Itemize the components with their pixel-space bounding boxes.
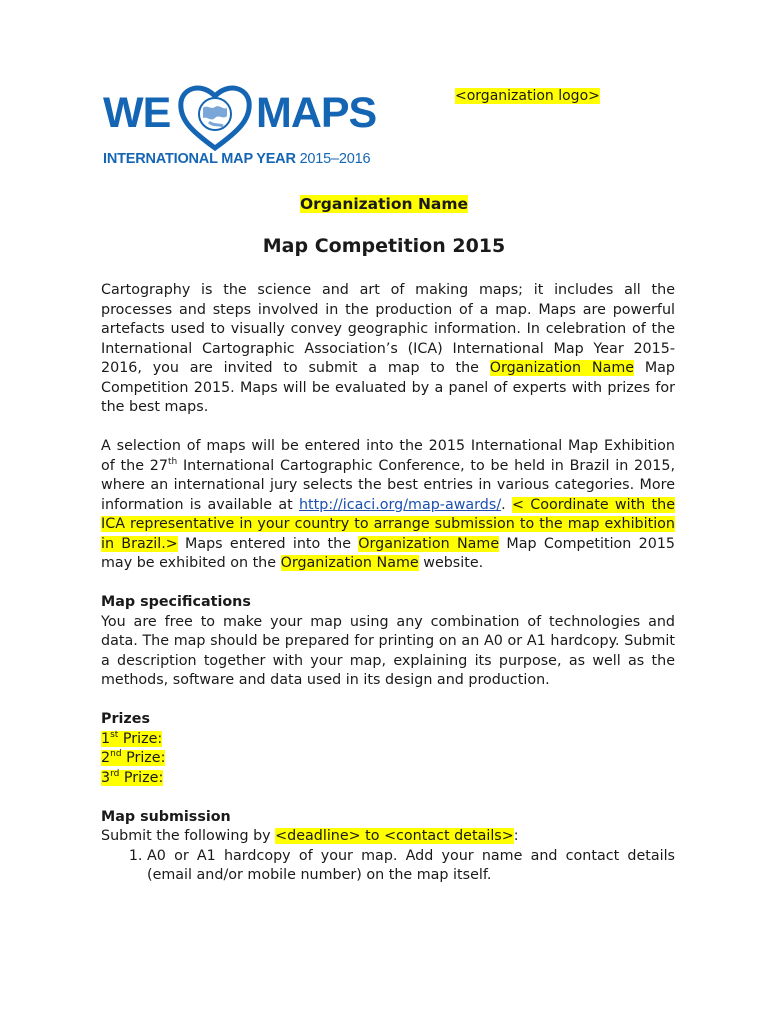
deadline-contact-highlight: <deadline> to <contact details>: [275, 828, 514, 844]
prize-item: 1st Prize:: [101, 729, 163, 747]
logo-subtitle-text: INTERNATIONAL MAP YEAR: [103, 151, 296, 167]
map-specifications-text: You are free to make your map using any combination of technologies and data. The map should be prepared for printing on an A0 or A1 hardcopy. Submit a description together with your map, explaining its purpose, as well as the methods, software and data used in its design and production.: [101, 613, 675, 688]
map-awards-link[interactable]: http://icaci.org/map-awards/: [299, 496, 502, 513]
prize-item: 3rd Prize:: [101, 768, 164, 786]
map-submission-intro: Submit the following by <deadline> to <contact details>:: [101, 828, 519, 844]
logo-subtitle: [103, 151, 370, 167]
org-name-highlight: Organization Name: [489, 360, 635, 376]
submission-list: [101, 847, 675, 886]
prize-item: 2nd Prize:: [101, 749, 166, 766]
logo-subtitle-years: 2015–2016: [299, 151, 371, 167]
heart-globe-icon: [175, 80, 255, 152]
organization-logo-placeholder: <organization logo>: [455, 88, 600, 104]
logo-word-maps: MAPS: [256, 89, 377, 137]
organization-name-heading: Organization Name: [299, 195, 469, 213]
logo-word-we: WE: [103, 89, 171, 137]
coordinate-note-highlight: < Coordinate with the ICA representative in your country to arrange submission to the map exhibition in Brazil.>: [101, 496, 675, 552]
page-title: Map Competition 2015: [262, 235, 506, 257]
list-item: 1. A0 or A1 hardcopy of your map. Add your name and contact details (email and/or mobile number) on the map itself.: [147, 847, 675, 886]
we-love-maps-logo: [103, 80, 393, 170]
intro-paragraph: Cartography is the science and art of making maps; it includes all the processes and steps involved in the production of a map. Maps are powerful artefacts used to visually convey geographic information. In celebration of the International Cartographic Association’s (ICA) International Map Year 2015-2016, you are invited to submit a map to the Organization Name Map Competition 2015. Maps will be evaluated by a panel of experts with prizes for the best maps.: [101, 282, 675, 415]
map-specifications-heading: Map specifications: [101, 594, 251, 610]
exhibition-paragraph: A selection of maps will be entered into the 2015 International Map Exhibition of the 27th International Cartographic Conference, to be held in Brazil in 2015, where an international jury selects the best entries in various categories. More information is available at http://icaci.org/map-awards/. < Coordinate with the ICA representative in your country to arrange submission to the map exhibition in Brazil.> Maps entered into the Organization Name Map Competition 2015 may be exhibited on the Organization Name website.: [101, 438, 676, 571]
map-submission-heading: Map submission: [101, 808, 231, 825]
document-body: [101, 281, 675, 886]
org-name-highlight: Organization Name: [280, 555, 419, 571]
prizes-heading: Prizes: [101, 711, 150, 727]
org-name-highlight: Organization Name: [358, 535, 500, 552]
